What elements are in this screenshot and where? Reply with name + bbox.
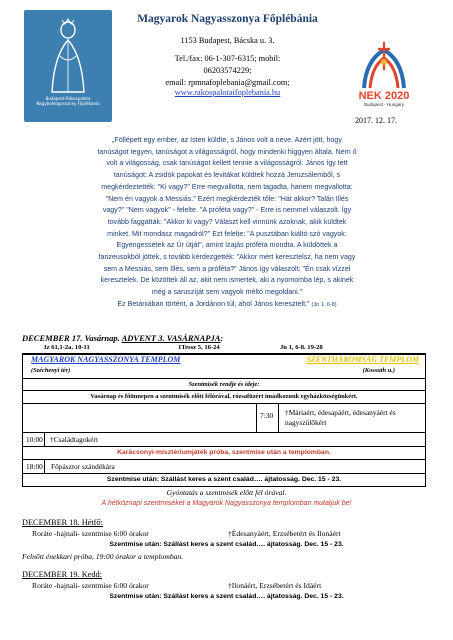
sunday-readings bbox=[22, 343, 426, 354]
nek-2020-logo bbox=[344, 40, 424, 120]
mass-intention: †Máriaért, édesapáért, édesanyáért és nagyszülőkért bbox=[285, 408, 396, 427]
weekday-heading: DECEMBER 18. Hétfő: bbox=[22, 518, 103, 527]
gospel-line: volt a világosság, csak tanúságot kellett tennie a világosságról. János így tett bbox=[106, 159, 348, 168]
advent-devotion-notice: Szentmise után: Szállást keres a szent család…. ájtatosság. Dec. 15 - 23. bbox=[109, 541, 344, 548]
parish-title: Magyarok Nagyasszonya Főplébánia bbox=[137, 13, 318, 25]
rosary-notice: Vasárnap és főünnepen a szentmisék előtt félórával, rózsafüzért imádkozunk egyházközségünkért. bbox=[23, 390, 425, 403]
phone-line-1: Tel./fax: 06-1-307-6315; mobil: bbox=[174, 54, 281, 63]
sunday-heading bbox=[22, 333, 426, 343]
mass-time: 18:00 bbox=[23, 460, 45, 473]
advent-devotion-notice: Szentmise után: Szállást keres a szent család…. ájtatosság. Dec. 15 - 23. bbox=[23, 473, 425, 486]
parish-logo bbox=[24, 10, 112, 122]
church-names-row bbox=[23, 354, 425, 367]
weekday-heading: DECEMBER 19. Kedd: bbox=[22, 570, 102, 579]
madonna-icon bbox=[38, 16, 98, 94]
gospel-last-line bbox=[8, 299, 446, 312]
nek-title: NEK 2020 bbox=[358, 90, 410, 102]
gospel-line: Egyengessétek az Úr útját", amint Izajás próféta mondta. A küldöttek a bbox=[116, 241, 338, 250]
gospel-line: „Föllépett egy ember, az Isten küldte, s János volt a neve. Azért jött, hogy bbox=[112, 136, 342, 144]
gospel-line: még a saruszíját sem vagyok méltó megoldani." bbox=[151, 288, 303, 297]
reading-first: Iz 61,1-2a. 10-11 bbox=[44, 344, 90, 351]
mass-intention: †Családtagokért bbox=[50, 435, 99, 444]
weekday-mass-note: A hétköznapi szentmiséket a Magyarok Nagyasszonya templomban mutatjuk be! bbox=[101, 500, 352, 507]
sunday-date: DECEMBER 17. Vasárnap. bbox=[22, 333, 120, 343]
gospel-line: sem a Messiás, sem Illés, sem a próféta?" János így válaszolt: "Én csak vízzel bbox=[103, 264, 351, 273]
gospel-text bbox=[8, 135, 446, 312]
church-right-name: SZENTHÁROMSÁG TEMPLOM bbox=[306, 355, 419, 364]
gospel-reference: (Jn 1, 6-8) bbox=[311, 301, 337, 308]
bulletin-date: 2017. 12. 17. bbox=[355, 116, 397, 125]
gospel-line: keresztelek. De közöttek áll az, akit nem ismertek, aki a nyomomba lép, s akinek bbox=[100, 276, 354, 285]
logo-caption: Budapest-Rákospalota Nagyboldogasszony Főplébánia bbox=[36, 96, 100, 106]
gospel-line: megkérdeztették: "Ki vagy?" Erre megvallotta, nem tagadta, hanem megvallotta: bbox=[101, 182, 353, 191]
advent-devotion-notice: Szentmise után: Szállást keres a szent család…. ájtatosság. Dec. 15 - 23. bbox=[109, 593, 344, 600]
confession-note: Gyóntatás a szentmisék előtt fél órával. bbox=[166, 488, 287, 497]
advent-colon: : bbox=[220, 333, 224, 343]
rorate-mass: Roráte -hajnali- szentmise 6:00 órakor bbox=[32, 581, 149, 590]
church-right-location: (Kossuth u.) bbox=[362, 367, 395, 374]
gospel-line: "Nem én vagyok a Messiás." Ezért megkérdezték tőle: "Hát akkor? Talán Illés bbox=[105, 194, 349, 203]
gospel-line: tanúságot: A zsidók papokat és levitákat küldtek hozzá Jeruzsálemből, s bbox=[113, 171, 341, 180]
reading-second: 1Tessz 5, 16-24 bbox=[178, 344, 220, 351]
mass-row bbox=[23, 459, 425, 473]
mass-time: 7:30 bbox=[256, 404, 279, 432]
mass-intention: Főpásztor szándékára bbox=[51, 462, 115, 471]
parish-email[interactable]: email: rpmnafoplebania@gmail.com; bbox=[165, 78, 290, 87]
gospel-line: farizeusokból jöttek, s tovább kérdezgették: "Akkor mért keresztelsz, ha nem vagy bbox=[98, 253, 356, 262]
parish-phone bbox=[120, 53, 335, 77]
gospel-line: tanúságot tegyen, tanúságot a világosságról, hogy mindenki higgyen általa. Nem ő bbox=[97, 147, 357, 156]
mass-intention: †Ilonáért, Erzsébetért és Idáért bbox=[228, 581, 322, 590]
mass-row bbox=[23, 432, 425, 446]
nativity-rehearsal-notice: Karácsonyi-misztériumjáték próba, szentmise után a templomban. bbox=[23, 446, 425, 459]
nek-subtitle: Budapest - Hungary bbox=[363, 102, 405, 107]
nek-emblem-icon bbox=[344, 40, 424, 90]
mass-intention: †Édesanyáért, Erzsébetért és Ilonáért bbox=[228, 529, 341, 538]
mass-order-title: Szentmisék rendje és ideje: bbox=[23, 378, 425, 390]
church-left-name: MAGYAROK NAGYASSZONYA TEMPLOM bbox=[31, 355, 181, 364]
phone-line-2: 06203574229; bbox=[203, 66, 252, 75]
gospel-line: vagy?" "Nem vagyok" - felelte. "A próféta vagy?" - Erre is nemmel válaszolt. Így bbox=[102, 206, 352, 215]
church-left-location: (Széchenyi tér) bbox=[31, 367, 71, 374]
parish-header bbox=[120, 12, 335, 97]
mass-schedule-table bbox=[22, 354, 426, 487]
reading-gospel: Jn 1, 6-8. 19-28 bbox=[280, 344, 323, 351]
gospel-closing: Ez Betániában történt, a Jordánon túl, ahol János keresztelt." bbox=[117, 299, 310, 308]
rorate-mass: Roráte -hajnali- szentmise 6:00 órakor bbox=[32, 529, 149, 538]
mass-row bbox=[23, 403, 425, 432]
mass-time: 10:00 bbox=[23, 433, 45, 446]
parish-address: 1153 Budapest, Bácska u. 3. bbox=[180, 36, 275, 45]
gospel-line: tovább faggatták: "Akkor ki vagy? Választ kell vinnünk azoknak, akik küldtek bbox=[107, 217, 347, 226]
parish-website-link[interactable]: www.rakospalotaifoplebania.hu bbox=[174, 88, 281, 97]
choir-rehearsal-note: Felnőtt énekkari próba, 19:00 órakor a templomban. bbox=[22, 552, 184, 561]
church-location-row bbox=[23, 367, 425, 378]
advent-label: ADVENT 3. VASÁRNAPJA bbox=[121, 333, 221, 343]
gospel-line: minket. Mit mondasz magadról?" Ezt felelte: "A pusztában kiáltó szó vagyok: bbox=[107, 229, 347, 238]
